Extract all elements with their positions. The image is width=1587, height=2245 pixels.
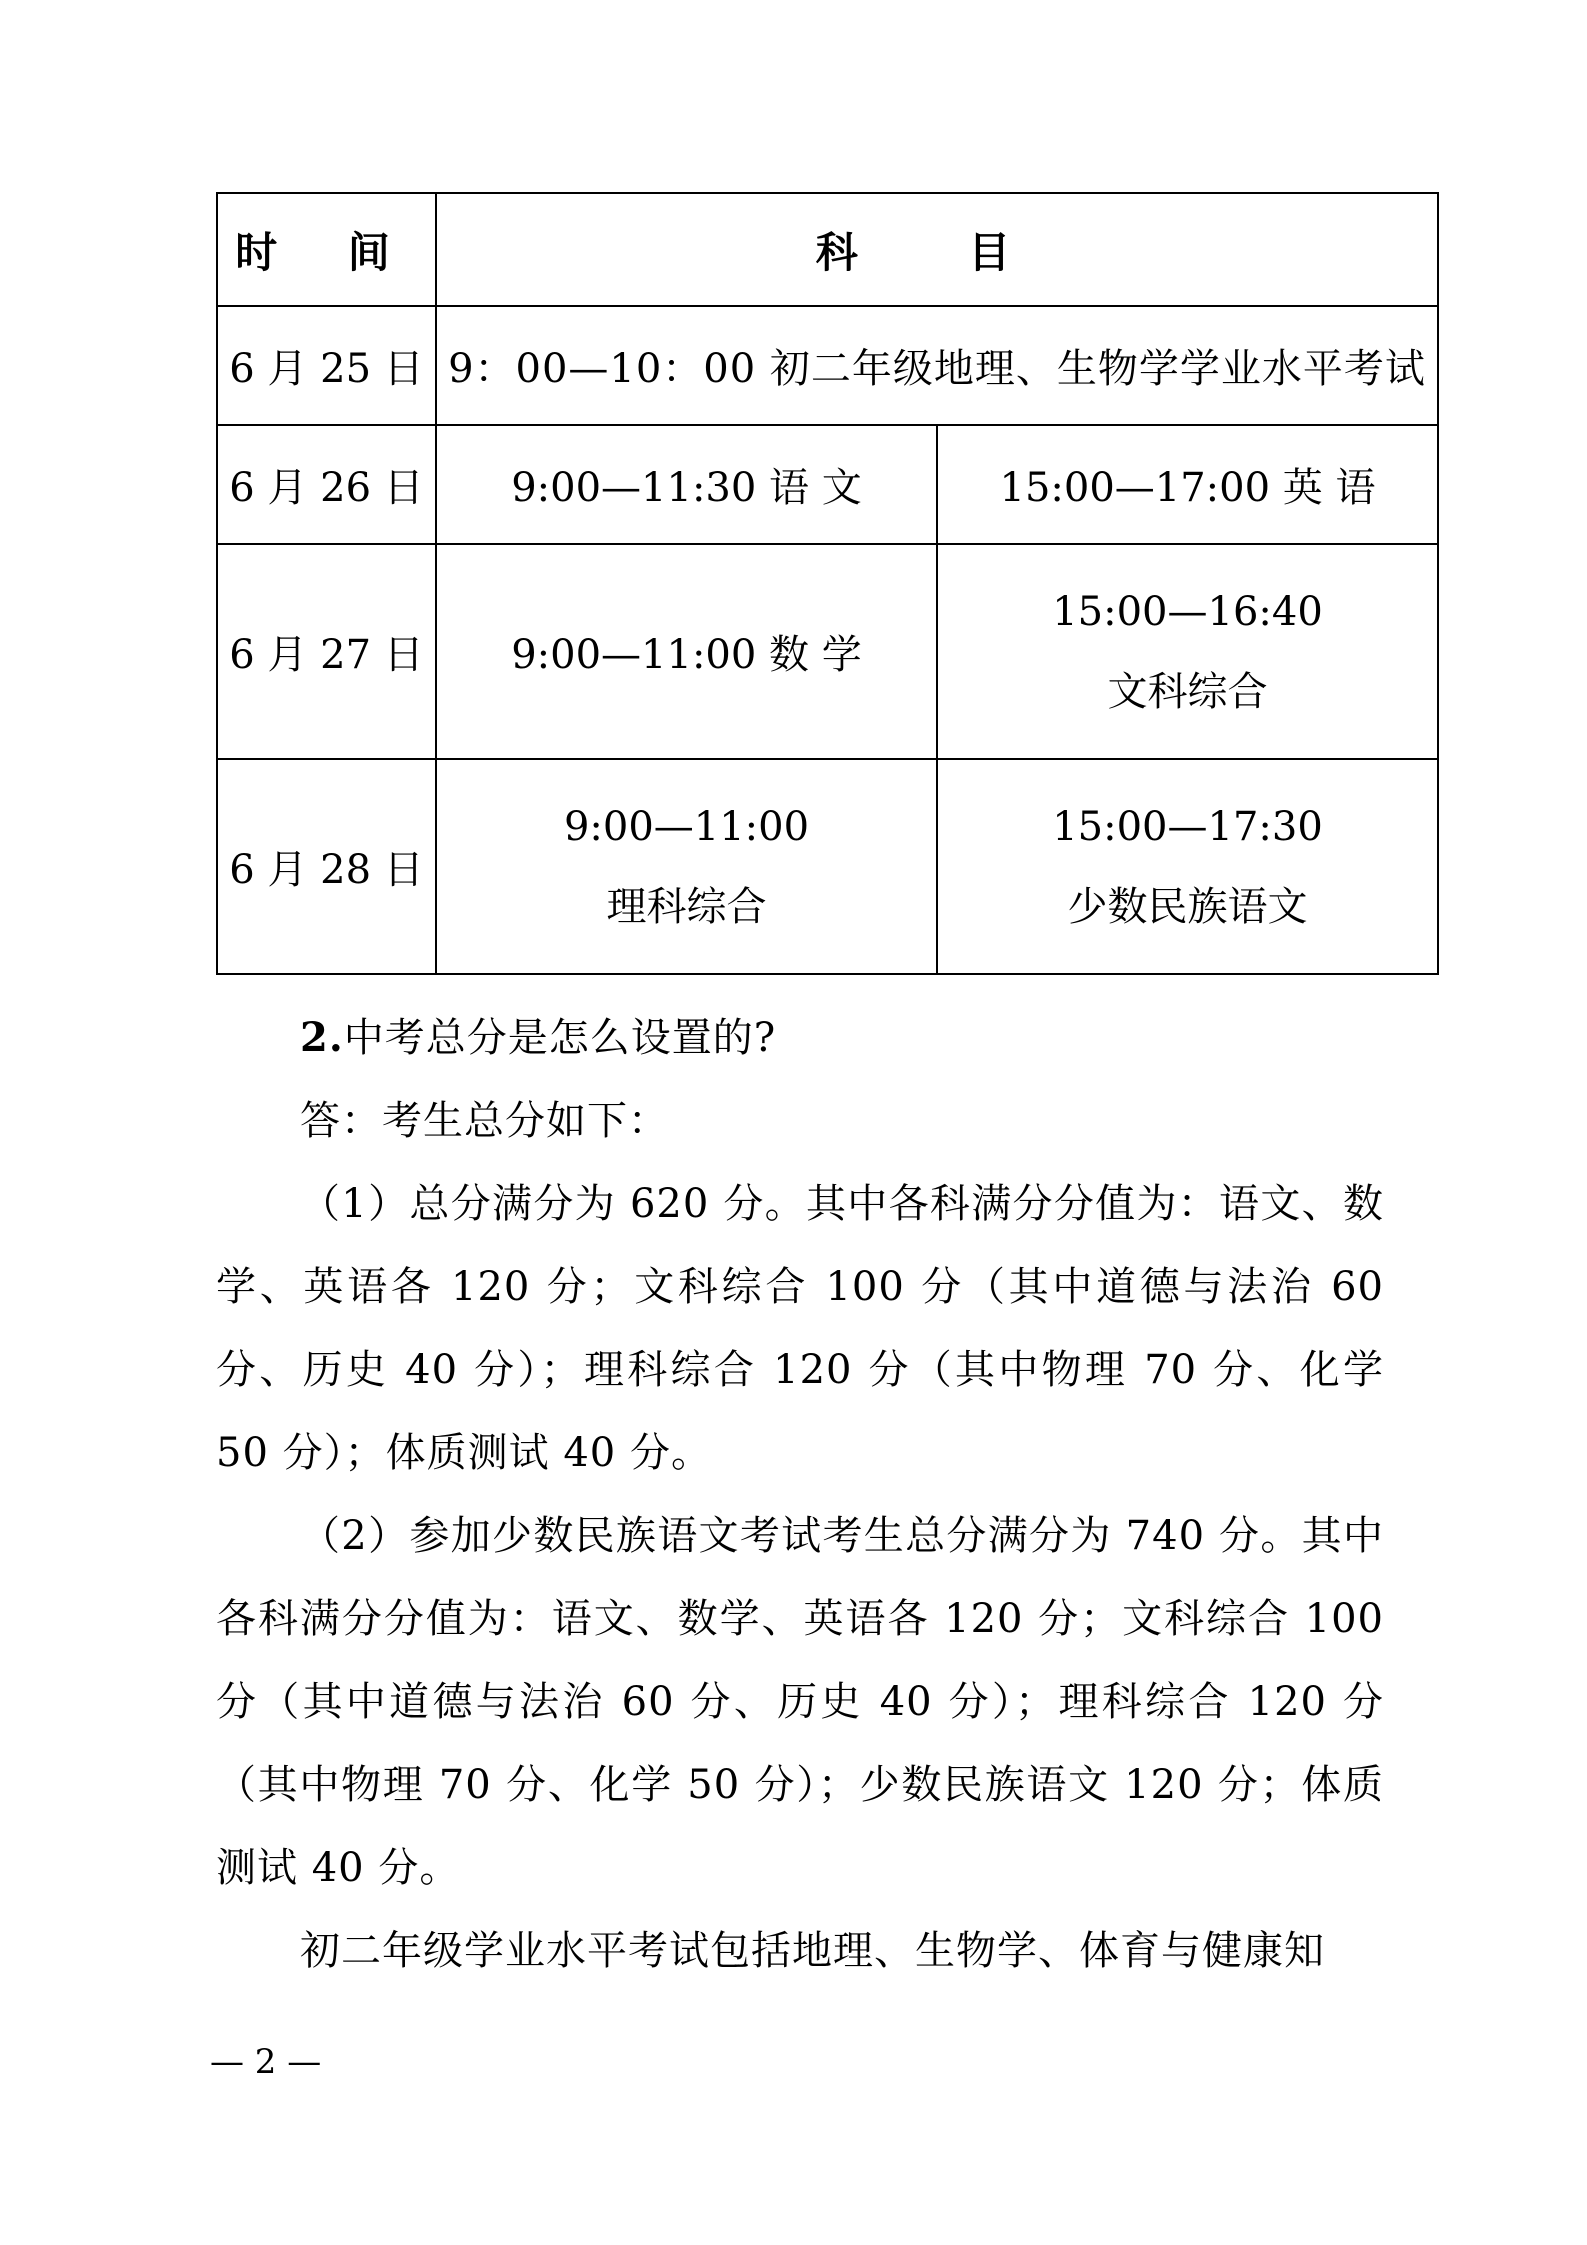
- answer-intro: 答：考生总分如下：: [300, 1098, 669, 1144]
- exam-cell-morning: 9:00—11:30 语 文: [436, 425, 937, 544]
- exam-cell-morning: 9:00—11:00 数 学: [436, 544, 937, 759]
- question-number: 2.: [300, 1014, 344, 1061]
- date-cell: 6 月 28 日: [217, 759, 436, 974]
- question-heading: [216, 996, 1384, 1080]
- table-row: [217, 759, 1438, 974]
- table-row: [217, 425, 1438, 544]
- paragraph-minority-score: （2）参加少数民族语文考试考生总分满分为 740 分。其中各科满分分值为：语文、数学、英语各 120 分；文科综合 100 分（其中道德与法治 60 分、历史 40 分）；理科综合 120 分（其中物理 70 分、化学 50 分）；少数民族语文 120 分；体质测试 40 分。: [216, 1513, 1384, 1891]
- body-text: [216, 996, 1384, 1993]
- exam-time: 15:00—17:30: [1052, 803, 1323, 850]
- date-cell: 6 月 25 日: [217, 306, 436, 425]
- question-text: 中考总分是怎么设置的?: [343, 1015, 777, 1061]
- date-cell: 6 月 26 日: [217, 425, 436, 544]
- exam-subject: 理科综合: [606, 883, 767, 930]
- paragraph-grade-two: 初二年级学业水平考试包括地理、生物学、体育与健康知: [300, 1928, 1325, 1974]
- exam-schedule-table: [216, 192, 1439, 975]
- date-cell: 6 月 27 日: [217, 544, 436, 759]
- header-subject: 科 目: [436, 193, 1438, 306]
- exam-subject: 少数民族语文: [1067, 883, 1308, 930]
- exam-cell-afternoon: [937, 759, 1438, 974]
- table-row: [217, 306, 1438, 425]
- exam-subject: 文科综合: [1107, 668, 1268, 715]
- exam-cell-afternoon: [937, 544, 1438, 759]
- table-header-row: [217, 193, 1438, 306]
- table-row: [217, 544, 1438, 759]
- exam-cell-full: 9：00—10：00 初二年级地理、生物学学业水平考试: [436, 306, 1438, 425]
- exam-time: 9:00—11:00: [563, 803, 810, 850]
- exam-cell-afternoon: 15:00—17:00 英 语: [937, 425, 1438, 544]
- header-time: 时 间: [217, 193, 436, 306]
- paragraph-total-score: （1）总分满分为 620 分。其中各科满分分值为：语文、数学、英语各 120 分；文科综合 100 分（其中道德与法治 60 分、历史 40 分）；理科综合 120 分（其中物理 70 分、化学 50 分）；体质测试 40 分。: [216, 1181, 1384, 1476]
- page-number: — 2 —: [210, 2042, 322, 2082]
- exam-time: 15:00—16:40: [1052, 588, 1323, 635]
- exam-cell-morning: [436, 759, 937, 974]
